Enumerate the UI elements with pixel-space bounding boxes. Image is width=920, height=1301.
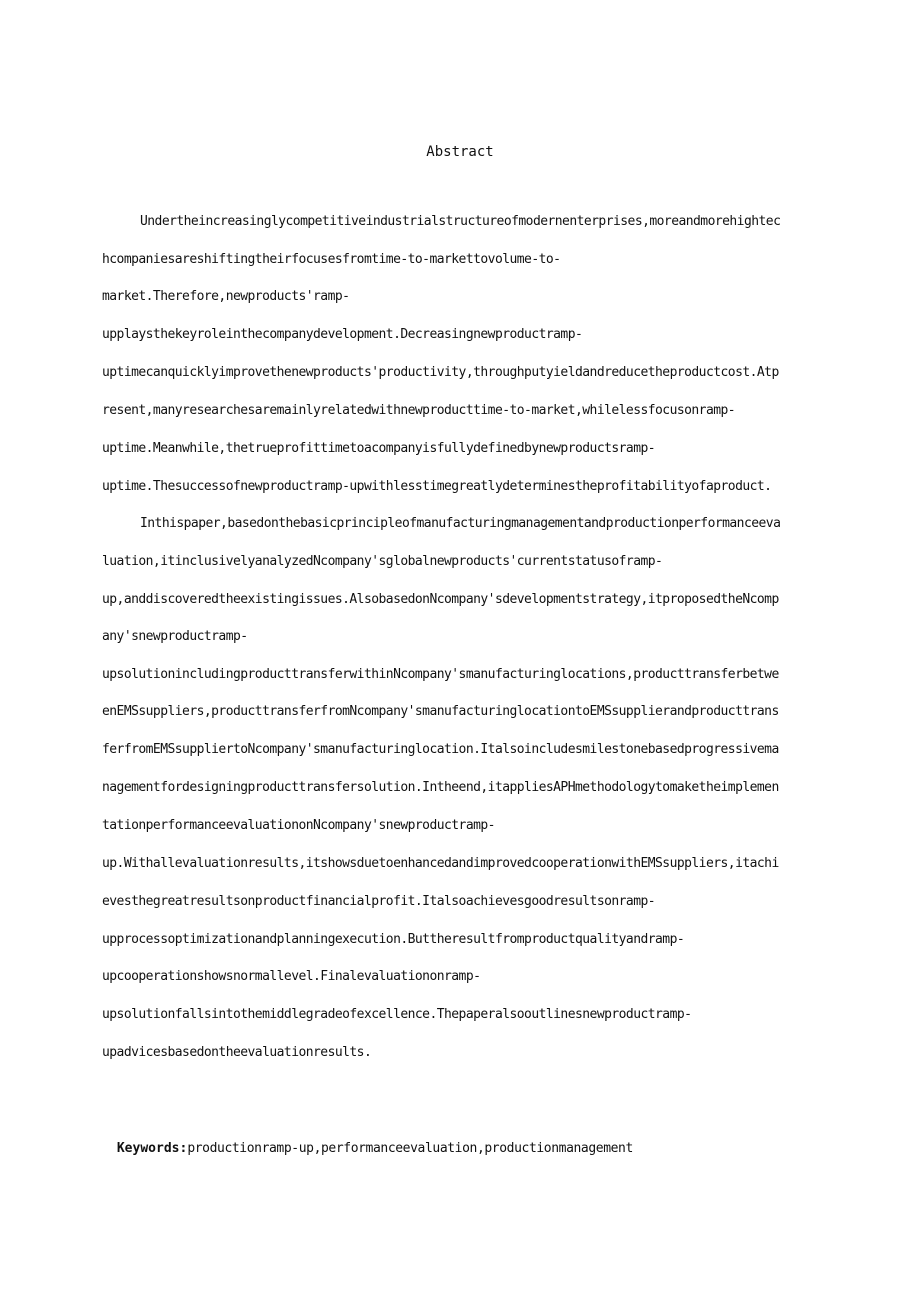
abstract-title: Abstract xyxy=(426,144,494,160)
text-line: ferfromEMSsuppliertoNcompany'smanufacturinglocation.Italsoincludesmilestonebasedprogressivema xyxy=(102,742,779,757)
text-line: up.Withallevaluationresults,itshowsduetoenhancedandimprovedcooperationwithEMSsuppliers,itachi xyxy=(102,856,779,871)
text-line: enEMSsuppliers,producttransferfromNcompany'smanufacturinglocationtoEMSsupplierandproducttrans xyxy=(102,704,779,719)
text-line: uptime.Meanwhile,thetrueprofittimetoacompanyisfullydefinedbynewproductsramp- xyxy=(102,441,656,456)
keywords-line xyxy=(102,1122,633,1158)
text-line: luation,itinclusivelyanalyzedNcompany'sglobalnewproducts'currentstatusoframp- xyxy=(102,554,663,569)
text-line: Undertheincreasinglycompetitiveindustrialstructureofmodernenterprises,moreandmorehightec xyxy=(140,214,781,229)
text-line: market.Therefore,newproducts'ramp- xyxy=(102,289,350,304)
text-line: upadvicesbasedontheevaluationresults. xyxy=(102,1045,372,1060)
text-line: tationperformanceevaluationonNcompany'snewproductramp- xyxy=(102,818,495,833)
text-line: upcooperationshowsnormallevel.Finalevaluationonramp- xyxy=(102,969,481,984)
text-line: uptime.Thesuccessofnewproductramp-upwithlesstimegreatlydeterminestheprofitabilityofaproduct. xyxy=(102,479,772,494)
text-line: upprocessoptimizationandplanningexecution.Buttheresultfromproductqualityandramp- xyxy=(102,932,685,947)
text-line: uptimecanquicklyimprovethenewproducts'productivity,throughputyieldandreducetheproductcost.Atp xyxy=(102,365,779,380)
text-line: up,anddiscoveredtheexistingissues.AlsobasedonNcompany'sdevelopmentstrategy,itproposedtheNcomp xyxy=(102,592,779,607)
text-line: hcompaniesareshiftingtheirfocusesfromtime-to-markettovolume-to- xyxy=(102,252,561,267)
keywords-label: Keywords: xyxy=(116,1141,188,1156)
text-line: upsolutionfallsintothemiddlegradeofexcellence.Thepaperalsooutlinesnewproductramp- xyxy=(102,1007,692,1022)
text-line: resent,manyresearchesaremainlyrelatedwithnewproducttime-to-market,whilelessfocusonramp- xyxy=(102,403,736,418)
text-line: evesthegreatresultsonproductfinancialprofit.Italsoachievesgoodresultsonramp- xyxy=(102,894,656,909)
text-line: any'snewproductramp- xyxy=(102,629,248,644)
text-line: Inthispaper,basedonthebasicprincipleofmanufacturingmanagementandproductionperformanceeva xyxy=(140,516,781,531)
text-line: upplaysthekeyroleinthecompanydevelopment.Decreasingnewproductramp- xyxy=(102,327,583,342)
text-line: upsolutionincludingproducttransferwithinNcompany'smanufacturinglocations,producttransferbetwe xyxy=(102,667,779,682)
text-line: nagementfordesigningproducttransfersolution.Intheend,itappliesAPHmethodologytomaketheimplemen xyxy=(102,780,779,795)
keywords-value: productionramp-up,performanceevaluation,productionmanagement xyxy=(187,1141,633,1156)
